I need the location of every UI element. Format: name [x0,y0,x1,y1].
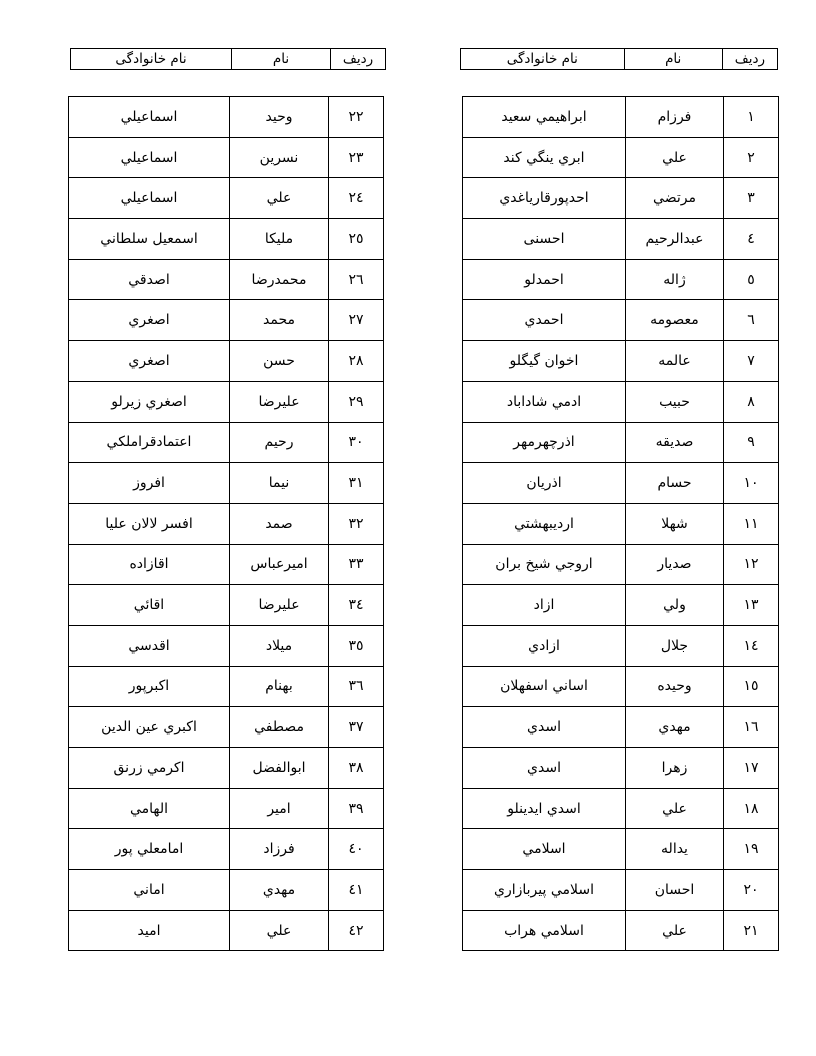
row-number-cell: ۲۸ [329,341,384,382]
first-name-cell: علي [230,910,329,951]
family-name-cell: اقدسي [69,625,230,666]
first-name-cell: فرزاد [230,829,329,870]
family-name-cell: ادمي شاداباد [463,381,626,422]
first-name-cell: وحيد [230,97,329,138]
table-row [69,503,384,544]
first-name-cell: نيما [230,463,329,504]
table-row [69,544,384,585]
family-name-cell: افروز [69,463,230,504]
family-name-cell: اكبري عين الدين [69,707,230,748]
first-name-cell: جلال [626,625,724,666]
family-name-cell: الهامي [69,788,230,829]
row-number-cell: ۸ [724,381,779,422]
row-number-cell: ۱۳ [724,585,779,626]
first-name-cell: محمدرضا [230,259,329,300]
first-name-cell: مرتضي [626,178,724,219]
header-cell-family: نام خانوادگی [71,49,232,70]
table-row [69,97,384,138]
family-name-cell: اسماعيلي [69,97,230,138]
row-number-cell: ٤٢ [329,910,384,951]
first-name-cell: ابوالفضل [230,748,329,789]
family-name-cell: اذرچهرمهر [463,422,626,463]
table-row [463,788,779,829]
family-name-cell: اساني اسفهلان [463,666,626,707]
first-name-cell: صمد [230,503,329,544]
row-number-cell: ۱۹ [724,829,779,870]
row-number-cell: ٤١ [329,870,384,911]
table-row [463,463,779,504]
family-name-cell: احمدي [463,300,626,341]
row-number-cell: ۲۷ [329,300,384,341]
row-number-cell: ۹ [724,422,779,463]
first-name-cell: عليرضا [230,381,329,422]
first-name-cell: حسام [626,463,724,504]
table-row [463,422,779,463]
family-name-cell: اسلامي پيربازاري [463,870,626,911]
family-name-cell: ابراهيمي سعيد [463,97,626,138]
row-number-cell: ۳۹ [329,788,384,829]
family-name-cell: افسر لالان عليا [69,503,230,544]
family-name-cell: احسنی [463,219,626,260]
table-row [463,300,779,341]
table-row [69,870,384,911]
table-row [69,625,384,666]
row-number-cell: ۲۳ [329,137,384,178]
row-number-cell: ۳۰ [329,422,384,463]
family-name-cell: اصغري [69,341,230,382]
row-number-cell: ۳۲ [329,503,384,544]
family-name-cell: اسدي [463,707,626,748]
row-number-cell: ٤ [724,219,779,260]
first-name-cell: مهدي [626,707,724,748]
first-name-cell: صديقه [626,422,724,463]
row-number-cell: ۱۷ [724,748,779,789]
table-row [463,666,779,707]
table-row [463,707,779,748]
row-number-cell: ١٥ [724,666,779,707]
table-row [463,829,779,870]
header-cell-name: نام [624,49,722,70]
family-name-cell: اسماعيلي [69,178,230,219]
family-name-cell: اسماعيلي [69,137,230,178]
table-row [69,178,384,219]
table-row [463,97,779,138]
table-row [69,422,384,463]
table-row [69,381,384,422]
table-row [69,910,384,951]
table-row [69,300,384,341]
table-row [69,666,384,707]
first-name-cell: علي [230,178,329,219]
first-name-cell: يداله [626,829,724,870]
family-name-cell: اسدي [463,748,626,789]
family-name-cell: اميد [69,910,230,951]
table-row [69,463,384,504]
family-name-cell: اقازاده [69,544,230,585]
row-number-cell: ۱۲ [724,544,779,585]
first-name-cell: ولي [626,585,724,626]
first-name-cell: عليرضا [230,585,329,626]
first-name-cell: زهرا [626,748,724,789]
family-name-cell: اماني [69,870,230,911]
first-name-cell: معصومه [626,300,724,341]
first-name-cell: وحيده [626,666,724,707]
header-row [71,49,386,70]
row-number-cell: ۱۸ [724,788,779,829]
family-name-cell: ازادي [463,625,626,666]
family-name-cell: امامعلي پور [69,829,230,870]
table-row [463,503,779,544]
row-number-cell: ٣٥ [329,625,384,666]
first-name-cell: فرزام [626,97,724,138]
row-number-cell: ١٤ [724,625,779,666]
family-name-cell: اسلامي [463,829,626,870]
family-name-cell: اصدقي [69,259,230,300]
row-number-cell: ٢٦ [329,259,384,300]
family-name-cell: اصغري زيرلو [69,381,230,422]
first-name-cell: احسان [626,870,724,911]
row-number-cell: ۲۱ [724,910,779,951]
first-name-cell: ژاله [626,259,724,300]
row-number-cell: ٣٦ [329,666,384,707]
row-number-cell: ۳۳ [329,544,384,585]
table-row [463,544,779,585]
first-name-cell: رحيم [230,422,329,463]
row-number-cell: ۲۰ [724,870,779,911]
table-row [69,707,384,748]
row-number-cell: ٣٤ [329,585,384,626]
first-name-cell: محمد [230,300,329,341]
row-number-cell: ١٦ [724,707,779,748]
first-name-cell: حسن [230,341,329,382]
first-name-cell: علي [626,788,724,829]
family-name-cell: احمدلو [463,259,626,300]
header-cell-family: نام خانوادگی [461,49,625,70]
family-name-cell: ازاد [463,585,626,626]
row-number-cell: ٦ [724,300,779,341]
first-name-cell: نسرين [230,137,329,178]
table-row [69,748,384,789]
first-name-cell: شهلا [626,503,724,544]
first-name-cell: مهدي [230,870,329,911]
header-cell-num: ردیف [722,49,777,70]
row-number-cell: ٥ [724,259,779,300]
family-name-cell: ارديبهشتي [463,503,626,544]
table-row [463,870,779,911]
family-name-cell: اصغري [69,300,230,341]
table-row [463,341,779,382]
table-row [69,585,384,626]
table-row [69,788,384,829]
row-number-cell: ٤٠ [329,829,384,870]
table-row [463,625,779,666]
row-number-cell: ۷ [724,341,779,382]
family-name-cell: اسلامي هراب [463,910,626,951]
table-row [463,748,779,789]
header-row [461,49,778,70]
header-table-left [70,48,386,70]
row-number-cell: ۱۰ [724,463,779,504]
row-number-cell: ۱۱ [724,503,779,544]
table-row [69,829,384,870]
row-number-cell: ٢٤ [329,178,384,219]
family-name-cell: اعتمادقراملكي [69,422,230,463]
family-name-cell: احدپورقارياغدي [463,178,626,219]
first-name-cell: امير [230,788,329,829]
header-cell-name: نام [232,49,331,70]
table-row [69,259,384,300]
first-name-cell: عالمه [626,341,724,382]
first-name-cell: ميلاد [230,625,329,666]
table-row [463,137,779,178]
row-number-cell: ۲۲ [329,97,384,138]
first-name-cell: عبدالرحيم [626,219,724,260]
family-name-cell: اقائي [69,585,230,626]
row-number-cell: ۳ [724,178,779,219]
table-row [463,259,779,300]
family-name-cell: اخوان گيگلو [463,341,626,382]
first-name-cell: بهنام [230,666,329,707]
table-row [463,381,779,422]
row-number-cell: ۳۸ [329,748,384,789]
family-name-cell: اكرمي زرنق [69,748,230,789]
row-number-cell: ۲۹ [329,381,384,422]
row-number-cell: ۳۱ [329,463,384,504]
first-name-cell: حبيب [626,381,724,422]
family-name-cell: اسدي ايدينلو [463,788,626,829]
first-name-cell: مليكا [230,219,329,260]
first-name-cell: علي [626,910,724,951]
table-row [463,910,779,951]
table-row [463,219,779,260]
table-row [69,137,384,178]
family-name-cell: اذريان [463,463,626,504]
first-name-cell: صديار [626,544,724,585]
roster-table-left [68,96,384,951]
header-cell-num: ردیف [331,49,386,70]
header-table-right [460,48,778,70]
first-name-cell: اميرعباس [230,544,329,585]
row-number-cell: ۱ [724,97,779,138]
row-number-cell: ۲ [724,137,779,178]
family-name-cell: اروجي شيخ بران [463,544,626,585]
table-row [463,178,779,219]
row-number-cell: ٢٥ [329,219,384,260]
family-name-cell: ابري ينگي كند [463,137,626,178]
family-name-cell: اسمعيل سلطاني [69,219,230,260]
row-number-cell: ۳۷ [329,707,384,748]
first-name-cell: علي [626,137,724,178]
roster-table-right [462,96,779,951]
table-row [69,341,384,382]
table-row [463,585,779,626]
family-name-cell: اكبرپور [69,666,230,707]
table-row [69,219,384,260]
first-name-cell: مصطفي [230,707,329,748]
